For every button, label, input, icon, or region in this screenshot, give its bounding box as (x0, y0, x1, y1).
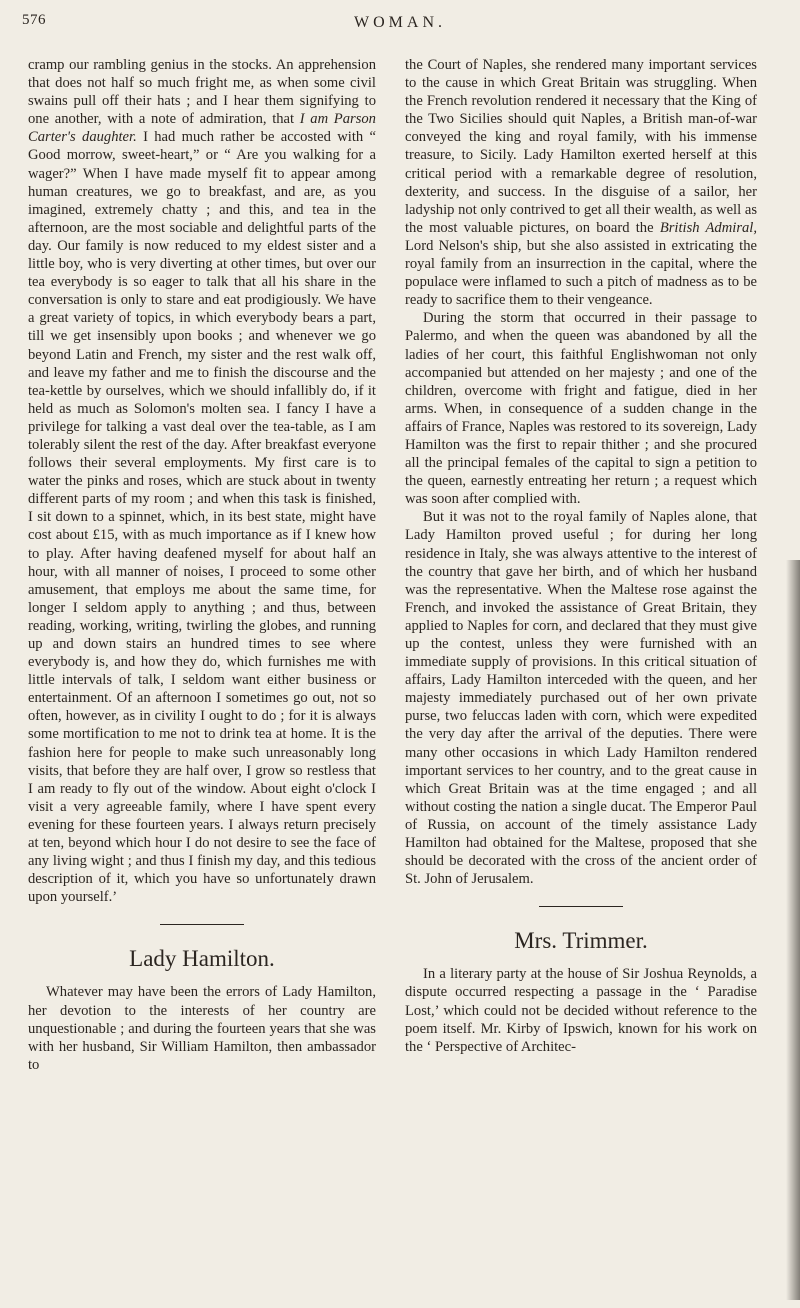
left-paragraph-2: Whatever may have been the errors of Lady Hamilton, her devotion to the interests of her country are unquestionable ; and during the fourteen years that she was with her husband, Sir William Hamilton, then ambassador to (28, 984, 376, 1073)
right-para1-italic: British Admiral, (659, 219, 758, 236)
section-divider (160, 924, 244, 925)
right-paragraph-1 (405, 56, 757, 309)
right-para1-text-b: Lord Nelson's ship, but she also assisted in extricating the royal family from an insurrection in the capital, where the populace were inflamed to such a pitch of madness as to be ready to sacrifice them to their vengeance. (405, 237, 757, 309)
heading-mrs-trimmer: Mrs. Trimmer. (514, 928, 648, 954)
section-divider-right (539, 906, 623, 907)
running-head: WOMAN. (354, 14, 446, 31)
left-para1-italic: I am Parson Carter's daughter. (28, 111, 376, 146)
right-paragraph-2: During the storm that occurred in their passage to Palermo, and when the queen was abandoned by all the ladies of her court, this faithful Englishwoman not only accompanied but attended on her majesty ; and one of the children, overcome with fright and fatigue, died in her arms. When, in consequence of a sudden change in the affairs of France, Naples was restored to its sovereign, Lady Hamilton was the first to repair thither ; and she procured all the principal females of the capital to sign a petition to the queen, earnestly entreating her return ; a request which was soon after complied with. (405, 310, 757, 508)
right-paragraph-4: In a literary party at the house of Sir Joshua Reynolds, a dispute occurred respecting a passage in the ‘ Paradise Lost,’ which could not be decided without reference to the poem itself. Mr. Kirby of Ipswich, known for his work on the ‘ Perspective of Architec- (405, 966, 757, 1055)
left-paragraph-1 (28, 56, 376, 906)
right-column (405, 56, 757, 1056)
left-para1-rest: I had much rather be accosted with “ Good morrow, sweet-heart,” or “ Are you walking for a wager?” When I have made myself fit to appear among human creatures, we go to breakfast, and are, as you imagined, extremely chatty ; and this, and tea in the afternoon, are the most sociable and delightful parts of the day. Our family is now reduced to my eldest sister and a little boy, who is very diverting at other times, but over our tea everybody is so eager to talk that all his share in the conversation is only to stare and eat prodigiously. We have a great variety of topics, in which everybody bears a part, till we get insensibly upon books ; and whenever we go beyond Latin and French, my sister and the rest walk off, and leave my father and me to finish the discourse and the tea-kettle by ourselves, which we should infallibly do, if it held as much as Solomon's molten sea. I fancy I have a privilege for talking a vast deal over the tea-table, as I am tolerably silent the rest of the day. After breakfast everyone follows their several employments. My first care is to water the pinks and roses, which are stuck about in twenty different parts of my room ; and when this task is finished, I sit down to a spinnet, which, in its best state, might have cost about £15, with as much importance as if I knew how to play. After having deafened myself for about half an hour, with all manner of noises, I proceed to some other amusement, that employs me about the same time, for longer I seldom apply to anything ; and thus, between reading, working, writing, twirling the globes, and running up and down stairs an hundred times to see where everybody is, and how they do, which furnishes me with little intervals of talk, I seldom want either business or entertainment. Of an afternoon I sometimes go out, not so often, however, as in civility I ought to do ; for it is always some mortification to me not to drink tea at home. It is the fashion here for people to make such unreasonably long visits, that before they are half over, I grow so restless that I am ready to fly out of the window. About eight o'clock I visit a very agreeable family, where I have spent every evening for these fourteen years. I always return precisely at ten, beyond which hour I do not desire to see the face of any living wight ; and thus I finish my day, and this tedious description of it, which you have so unfortunately drawn upon yourself.’ (28, 129, 376, 906)
left-para1-text: cramp our rambling genius in the stocks. An apprehension that does not half so much fright me, as when some civil swains pull off their hats ; and I hear them signifying to one another, with a note of admiration, that (28, 57, 376, 128)
right-paragraph-3: But it was not to the royal family of Naples alone, that Lady Hamilton proved useful ; for during her long residence in Italy, she was always attentive to the interest of the country that gave her birth, and of which her husband was the representative. When the Maltese rose against the French, and invoked the assistance of Great Britain, they applied to Naples for corn, and declared that they must give up the contest, unless they were furnished with an immediate supply of provisions. In this critical situation of affairs, Lady Hamilton interceded with the queen, and her majesty immediately purchased out of her own private purse, two feluccas laden with corn, which were expedited the very day after the arrival of the deputies. There were many other occasions in which Lady Hamilton rendered important services to her country, and to the great cause in which Great Britain was at the time engaged ; and all without costing the nation a single ducat. The Emperor Paul of Russia, on account of the timely assistance Lady Hamilton had obtained for the Maltese, proposed that she should be decorated with the cross of the ancient order of St. John of Jerusalem. (405, 509, 757, 888)
page-number: 576 (22, 12, 46, 28)
right-para1-text-a: the Court of Naples, she rendered many important services to the cause in which Great Britain was struggling. When the French revolution rendered it necessary that the King of the Two Sicilies should quit Naples, a British man-of-war conveyed the king and royal family, with his immense treasure, to Sicily. Lady Hamilton exerted herself at this critical period with a remarkable degree of resolution, dexterity, and success. In the disguise of a sailor, her ladyship not only contrived to get all their wealth, as well as the most valuable pictures, on board the (405, 57, 757, 236)
left-column (28, 56, 376, 1074)
page-edge-shadow (786, 560, 800, 1300)
heading-lady-hamilton: Lady Hamilton. (129, 946, 275, 972)
